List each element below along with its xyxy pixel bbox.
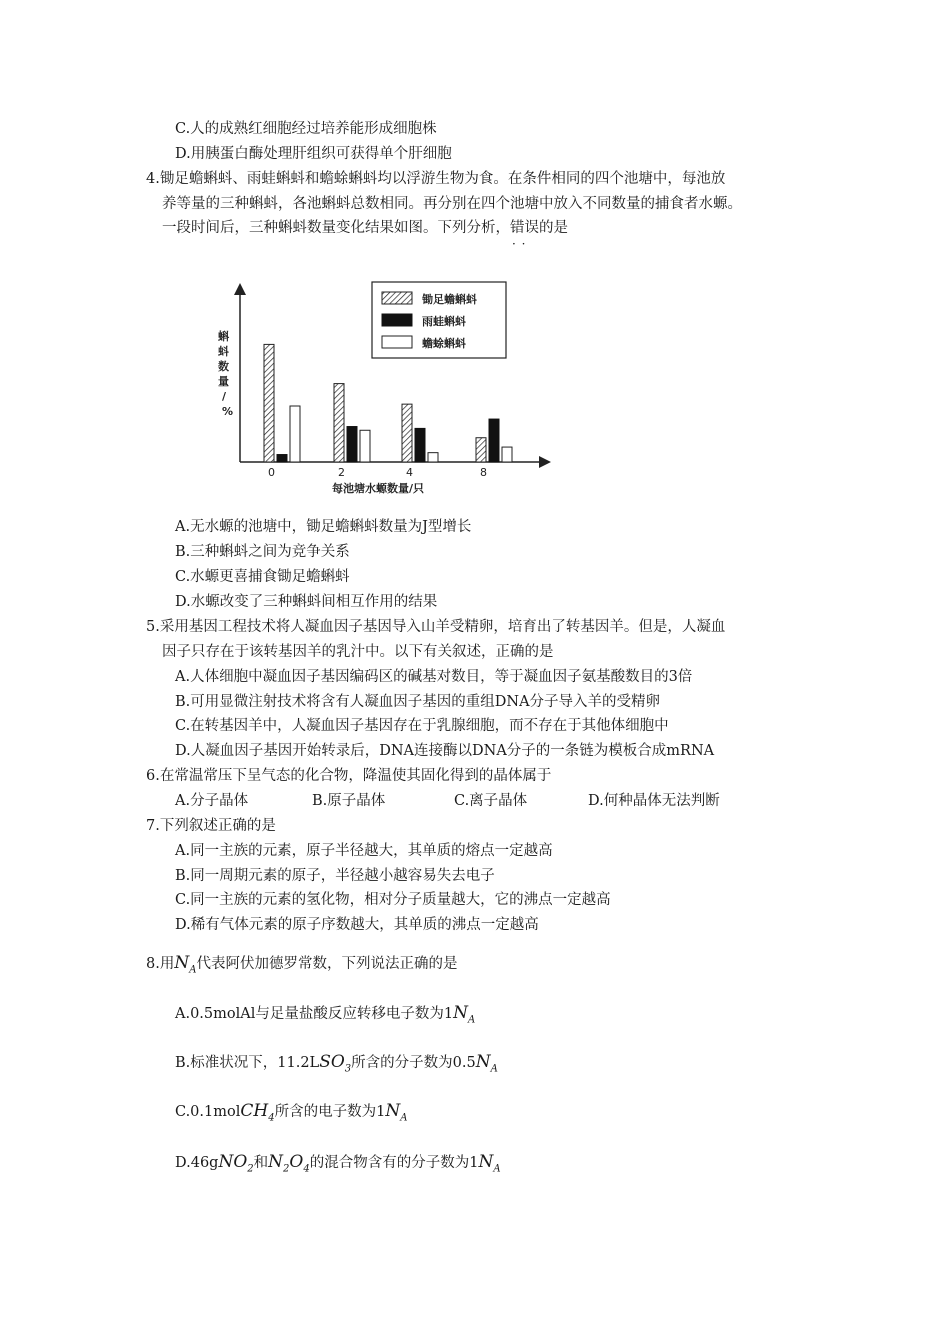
- bar-8-series-2: [489, 419, 499, 462]
- bar-2-series-2: [347, 427, 357, 462]
- na-symbol: $N_A$: [174, 953, 197, 976]
- q4-option-d: D.水螈改变了三种蝌蚪间相互作用的结果: [175, 594, 438, 610]
- legend-label-3: 蟾蜍蝌蚪: [422, 337, 466, 350]
- x-tick-label: 8: [480, 466, 487, 479]
- bar-0-series-2: [277, 455, 287, 462]
- q4-stem-line2: 养等量的三种蝌蚪，各池蝌蚪总数相同。再分别在四个池塘中放入不同数量的捕食者水螈。: [162, 196, 742, 212]
- bar-0-series-3: [290, 406, 300, 462]
- bar-0-series-1: [264, 344, 274, 462]
- q3-option-d: D.用胰蛋白酶处理肝组织可获得单个肝细胞: [175, 146, 452, 162]
- legend-swatch-3: [382, 336, 412, 348]
- q4-option-c: C.水螈更喜捕食锄足蟾蝌蚪: [175, 569, 350, 585]
- x-axis-label: 每池塘水螈数量/只: [332, 482, 425, 495]
- y-axis-label: 蝌蚪数量/ %: [218, 330, 234, 418]
- x-tick-label: 4: [406, 466, 413, 479]
- x-tick-label: 2: [338, 466, 345, 479]
- legend-label-2: 雨蛙蝌蚪: [422, 315, 466, 328]
- q5-option-a: A.人体细胞中凝血因子基因编码区的碱基对数目，等于凝血因子氨基酸数目的3倍: [175, 669, 693, 685]
- legend-label-1: 锄足蟾蝌蚪: [422, 293, 477, 306]
- q3-option-c: C.人的成熟红细胞经过培养能形成细胞株: [175, 121, 437, 137]
- q8-option-c: C.0.1molCH$_4$所含的电子数为$1N_A$: [175, 1101, 408, 1124]
- bar-8-series-3: [502, 447, 512, 462]
- q6-option-c: C.离子晶体: [454, 793, 528, 809]
- q8-option-d: D.46gNO$_2$和$N_2O_4$的混合物含有的分子数为$1N_A$: [175, 1152, 501, 1175]
- x-tick-label: 0: [268, 466, 275, 479]
- q6-option-d: D.何种晶体无法判断: [588, 793, 720, 809]
- legend-swatch-2: [382, 314, 412, 326]
- q5-stem-line2: 因子只存在于该转基因羊的乳汁中。以下有关叙述，正确的是: [162, 644, 554, 660]
- q8-stem: 8.用$N_A$代表阿伏加德罗常数，下列说法正确的是: [146, 953, 458, 976]
- q5-stem-line1: 5.采用基因工程技术将人凝血因子基因导入山羊受精卵，培育出了转基因羊。但是，人凝血: [146, 619, 726, 635]
- q6-option-a: A.分子晶体: [175, 793, 249, 809]
- legend-swatch-1: [382, 292, 412, 304]
- q5-option-b: B.可用显微注射技术将含有人凝血因子基因的重组DNA分子导入羊的受精卵: [175, 694, 661, 710]
- bar-4-series-1: [402, 404, 412, 462]
- bar-4-series-3: [428, 453, 438, 462]
- q6-stem: 6.在常温常压下呈气态的化合物，降温使其固化得到的晶体属于: [146, 768, 552, 784]
- bar-2-series-3: [360, 430, 370, 462]
- q7-option-c: C.同一主族的元素的氢化物，相对分子质量越大，它的沸点一定越高: [175, 892, 611, 908]
- q8-option-a: A.0.5molAl与足量盐酸反应转移电子数为$1N_A$: [175, 1003, 476, 1026]
- q4-stem-line1: 4.锄足蟾蝌蚪、雨蛙蝌蚪和蟾蜍蝌蚪均以浮游生物为食。在条件相同的四个池塘中，每池放: [146, 171, 726, 187]
- bar-2-series-1: [334, 384, 344, 462]
- bar-chart: [200, 278, 560, 508]
- q7-stem: 7.下列叙述正确的是: [146, 818, 276, 834]
- bar-4-series-2: [415, 428, 425, 462]
- emphasis-text: 错误 · ·: [510, 220, 539, 236]
- bar-8-series-1: [476, 438, 486, 462]
- q7-option-a: A.同一主族的元素，原子半径越大，其单质的熔点一定越高: [175, 843, 553, 859]
- q5-option-c: C.在转基因羊中，人凝血因子基因存在于乳腺细胞，而不存在于其他体细胞中: [175, 718, 669, 734]
- q5-option-d: D.人凝血因子基因开始转录后，DNA连接酶以DNA分子的一条链为模板合成mRNA: [175, 743, 715, 759]
- q4-option-b: B.三种蝌蚪之间为竞争关系: [175, 544, 350, 560]
- q4-stem-line3: 一段时间后，三种蝌蚪数量变化结果如图。下列分析，错误 · ·的是: [162, 217, 568, 239]
- q7-option-b: B.同一周期元素的原子，半径越小越容易失去电子: [175, 868, 495, 884]
- q8-option-b: B.标准状况下，$11.2LSO_3$所含的分子数为$0.5N_A$: [175, 1052, 498, 1075]
- q4-option-a: A.无水螈的池塘中，锄足蟾蝌蚪数量为J型增长: [175, 519, 472, 535]
- q7-option-d: D.稀有气体元素的原子序数越大，其单质的沸点一定越高: [175, 917, 539, 933]
- q6-option-b: B.原子晶体: [312, 793, 386, 809]
